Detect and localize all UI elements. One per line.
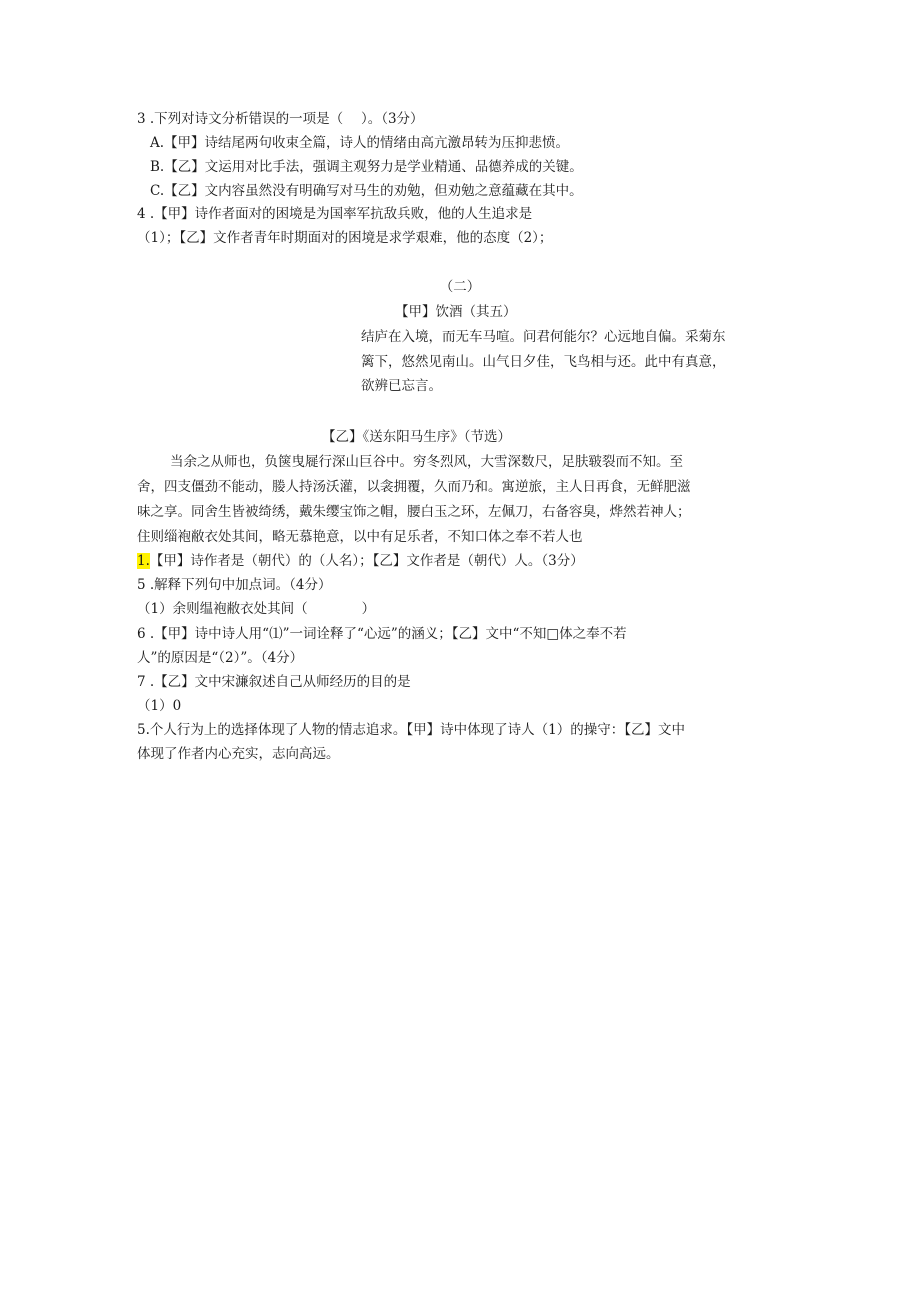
q1-number-highlight: 1. — [137, 553, 150, 569]
q5-stem: 5 .解释下列句中加点词。（4分） — [137, 577, 332, 593]
q5-item-1: （1）余则缊袍敝衣处其间（ ） — [137, 601, 376, 617]
q8-line-1: 5.个人行为上的选择体现了人物的情志追求。【甲】诗中体现了诗人（1）的操守：【乙】文中 — [137, 722, 685, 738]
q1-line — [137, 552, 584, 570]
q7-line-1: 7 .【乙】文中宋濂叙述自己从师经历的目的是 — [137, 674, 411, 690]
q1-text: 【甲】诗作者是（朝代）的（人名）；【乙】文作者是（朝代）人。（3分） — [149, 553, 584, 569]
section-heading: （二） — [439, 279, 481, 295]
q3-stem: 3 .下列对诗文分析错误的一项是（ ）。（3分） — [137, 111, 424, 127]
q4-line-2: （1）；【乙】文作者青年时期面对的困境是求学艰难，他的态度（2）； — [137, 230, 553, 246]
prose-title: 【乙】《送东阳马生序》（节选） — [322, 429, 511, 445]
q8-line-2: 体现了作者内心充实，志向高远。 — [137, 746, 340, 762]
q3-option-a: A.【甲】诗结尾两句收束全篇，诗人的情绪由高亢激昂转为压抑悲愤。 — [150, 135, 570, 151]
poem-line: 结庐在入境，而无车马喧。问君何能尔？心远地自偏。采菊东 — [361, 329, 726, 345]
q6-line-2: 人”的原因是“（2）”。（4分） — [137, 650, 304, 666]
q4-line-1: 4 .【甲】诗作者面对的困境是为国率军抗敌兵败，他的人生追求是 — [137, 206, 533, 222]
prose-line: 住则缁袍敝衣处其间，略无慕艳意，以中有足乐者，不知口体之奉不若人也 — [137, 529, 583, 545]
poem-line: 欲辨已忘言。 — [361, 378, 442, 394]
q3-option-b: B.【乙】文运用对比手法，强调主观努力是学业精通、品德养成的关键。 — [150, 159, 583, 175]
poem-title: 【甲】饮酒（其五） — [395, 304, 517, 320]
prose-line: 味之享。同舍生皆被绮绣，戴朱缨宝饰之帽，腰白玉之环，左佩刀，右备容臭，烨然若神人； — [137, 504, 691, 520]
prose-line: 当余之从师也，负箧曳屣行深山巨谷中。穷冬烈风，大雪深数尺，足肤皲裂而不知。至 — [170, 454, 683, 470]
q6-line-1: 6 .【甲】诗中诗人用“⑴”一词诠释了“心远”的涵义；【乙】文中“不知□体之奉不若 — [137, 626, 627, 642]
prose-line: 舍，四支僵劲不能动，媵人持汤沃灌，以衾拥覆，久而乃和。寓逆旅，主人日再食，无鲜肥滋 — [137, 479, 691, 495]
q7-line-2: （1）0 — [137, 698, 182, 714]
poem-line: 篱下，悠然见南山。山气日夕佳，飞鸟相与还。此中有真意， — [361, 354, 726, 370]
q3-option-c: C.【乙】文内容虽然没有明确写对马生的劝勉，但劝勉之意蕴藏在其中。 — [150, 183, 583, 199]
